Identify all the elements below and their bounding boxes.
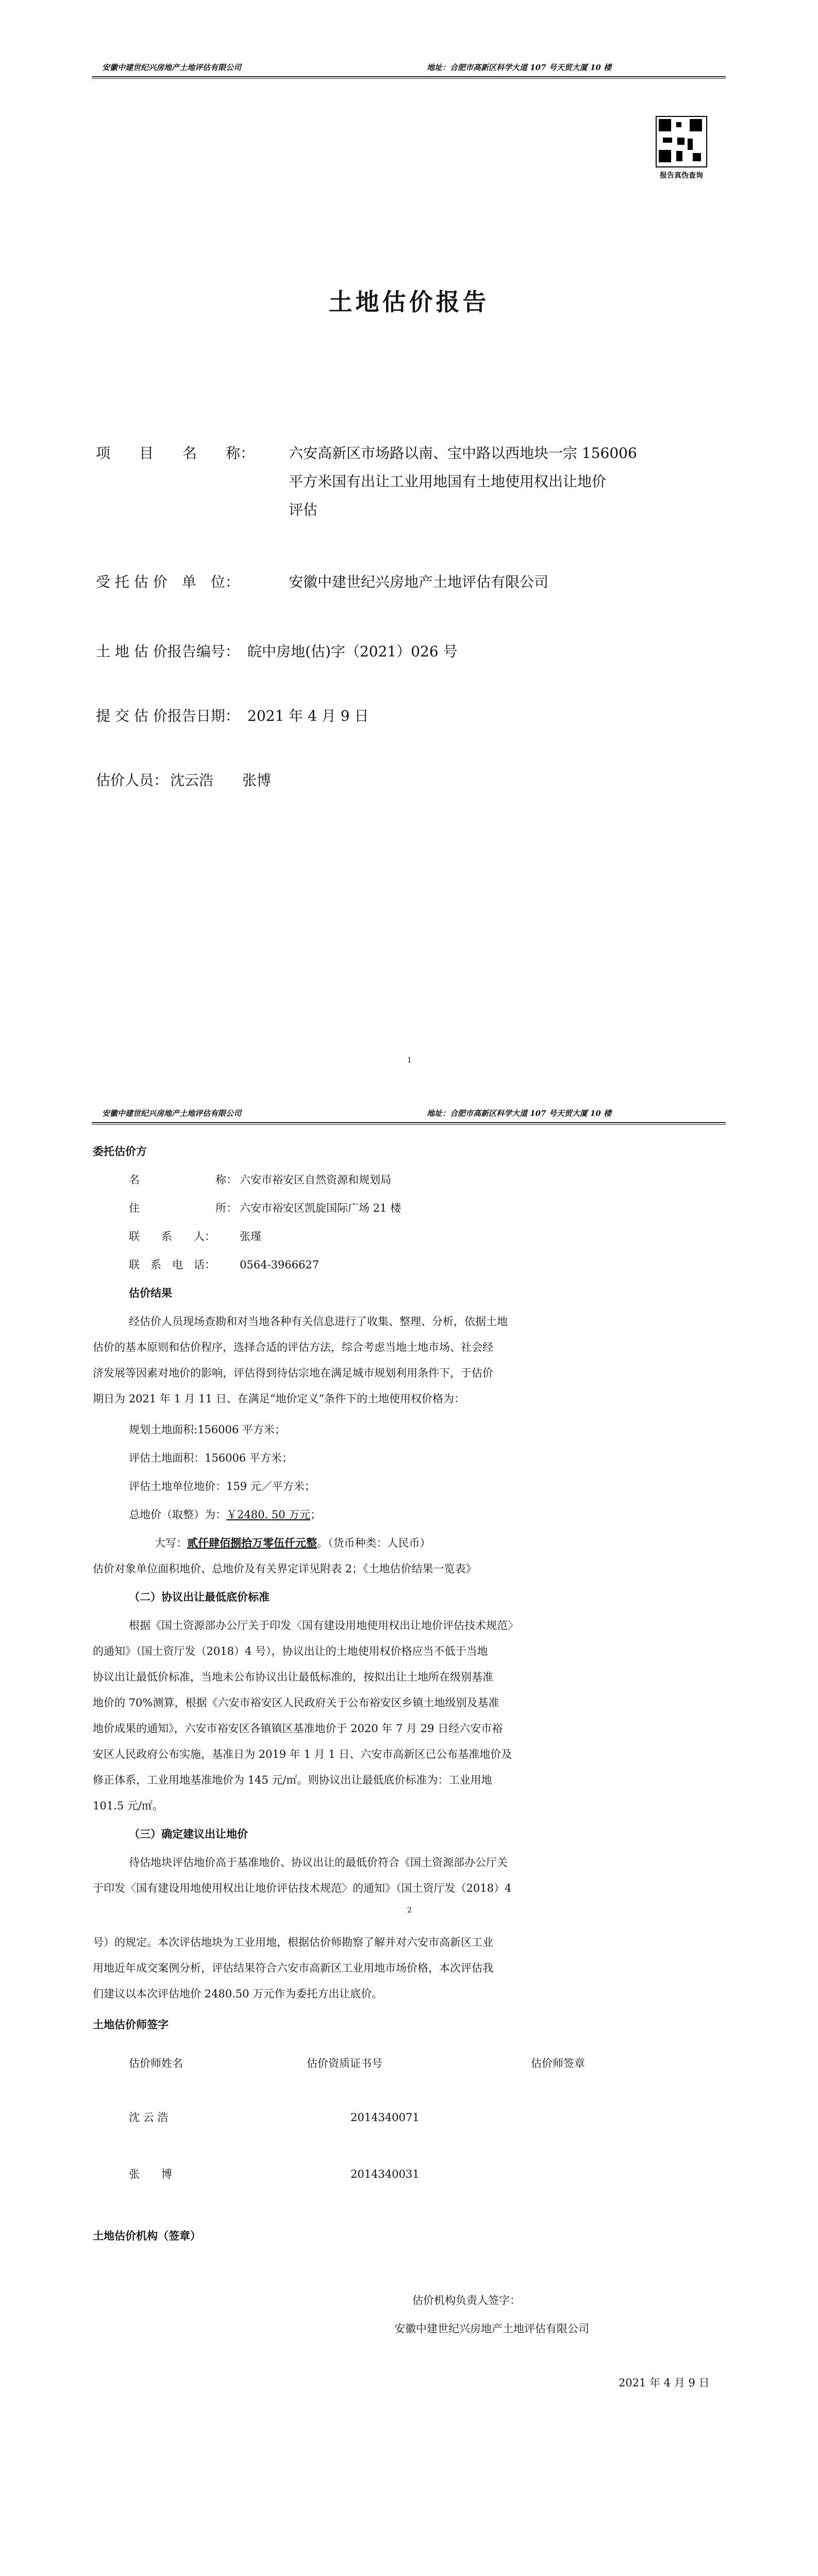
name-value: 六安市裕安区自然资源和规划局 xyxy=(240,1174,391,1186)
paragraph-line: 的通知》（国土资厅发（2018）4 号），协议出让的土地使用权价格应当不低于当地 xyxy=(93,1645,488,1657)
appraiser-name: 沈 云 浩 xyxy=(129,2111,169,2124)
section2-heading: （二）协议出让最低底价标准 xyxy=(129,1590,270,1603)
paragraph-line: 地价的 70%测算，根据《六安市裕安区人民政府关于公布裕安区乡镇土地级别及基准 xyxy=(93,1697,499,1709)
paragraph-line: 号）的规定。本次评估地块为工业用地，根据估价师勘察了解并对六安市高新区工业 xyxy=(93,1936,493,1948)
paragraph-line: 101.5 元/㎡。 xyxy=(93,1800,163,1812)
phone-value: 0564-3966627 xyxy=(240,1259,320,1271)
paragraph-line: 安区人民政府公布实施，基准日为 2019 年 1 月 1 日、六安市高新区已公布基准地价及 xyxy=(93,1748,512,1760)
appraiser-name: 张 博 xyxy=(129,2168,172,2180)
section3-heading: （三）确定建议出让地价 xyxy=(129,1827,248,1840)
total-price-end: ； xyxy=(310,1509,322,1521)
page-header xyxy=(92,57,726,77)
paragraph-line: 于印发〈国有建设用地使用权出让地价评估技术规范〉的通知》（国土资厅发（2018）4 xyxy=(93,1882,512,1894)
total-price-value: ￥2480. 50 万元 xyxy=(226,1509,311,1521)
sign-heading: 土地估价师签字 xyxy=(93,2018,169,2031)
org-heading: 土地估价机构（签章） xyxy=(93,2229,201,2242)
phone-label: 联 系 电 话： xyxy=(129,1259,215,1271)
page-number: 2 xyxy=(407,1906,412,1914)
header-address: 地址：合肥市高新区科学大道 107 号天贸大厦 10 楼 xyxy=(427,63,612,72)
result-note: 估价对象单位面积地价、总地价及有关界定详见附表 2；《土地估价结果一览表》 xyxy=(93,1563,477,1575)
paragraph-line: 待估地块评估地价高于基准地价、协议出让的最低价符合《国土资源部办公厅关 xyxy=(129,1856,508,1869)
header-company: 安徽中建世纪兴房地产土地评估有限公司 xyxy=(102,63,242,72)
address-value: 六安市裕安区凯旋国际广场 21 楼 xyxy=(240,1202,402,1214)
qr-label: 报告真伪查询 xyxy=(660,172,703,180)
capital-label: 大写： xyxy=(155,1537,187,1549)
paragraph-line: 修正体系，工业用地基准地价为 145 元/㎡。则协议出让最低底价标准为：工业用地 xyxy=(93,1774,492,1786)
report-no-value: 皖中房地(估)字（2021）026 号 xyxy=(247,643,458,660)
org-name: 安徽中建世纪兴房地产土地评估有限公司 xyxy=(394,2323,589,2335)
project-line: 六安高新区市场路以南、宝中路以西地块一宗 156006 xyxy=(289,445,637,462)
assessed-area: 评估土地面积：156006 平方米； xyxy=(129,1452,293,1464)
header-address: 地址：合肥市高新区科学大道 107 号天贸大厦 10 楼 xyxy=(427,1109,612,1118)
report-title: 土地估价报告 xyxy=(328,288,490,316)
paragraph-line: 根据《国土资源部办公厅关于印发〈国有建设用地使用权出让地价评估技术规范〉 xyxy=(129,1619,519,1632)
col-cert-no: 估价资质证书号 xyxy=(307,2057,382,2070)
col-appraiser-name: 估价师姓名 xyxy=(129,2057,183,2070)
total-price xyxy=(129,1504,321,1525)
qr-code-icon xyxy=(656,116,707,167)
responsible-person-label: 估价机构负责人签字： xyxy=(412,2294,521,2307)
appraisers-label: 估价人员： xyxy=(96,772,169,789)
result-heading: 估价结果 xyxy=(129,1286,172,1299)
paragraph-line: 经估价人员现场查勘和对当地各种有关信息进行了收集、整理、分析，依据土地 xyxy=(129,1315,508,1328)
project-line: 评估 xyxy=(289,501,318,518)
capital-amount xyxy=(155,1533,431,1553)
submit-date-value: 2021 年 4 月 9 日 xyxy=(247,707,369,724)
submit-date-label: 提 交 估 价报告日期： xyxy=(96,707,240,724)
paragraph-line: 协议出让最低价标准，当地未公布协议出让最低标准的，按拟出让土地所在级别基准 xyxy=(93,1671,493,1683)
capital-tail: 。（货币种类：人民币） xyxy=(317,1537,431,1549)
paragraph-line: 期日为 2021 年 1 月 11 日、在满足“地价定义”条件下的土地使用权价格为： xyxy=(93,1393,465,1405)
appraiser-cert: 2014340031 xyxy=(350,2168,420,2180)
paragraph-line: 济发展等因素对地价的影响，评估得到待估宗地在满足城市规划利用条件下，于估价 xyxy=(93,1367,493,1379)
capital-value: 贰仟肆佰捌拾万零伍仟元整 xyxy=(187,1536,317,1549)
col-seal: 估价师签章 xyxy=(531,2057,585,2070)
name-label: 名 称： xyxy=(129,1174,237,1186)
client-value: 安徽中建世纪兴房地产土地评估有限公司 xyxy=(289,573,549,590)
address-label: 住 所： xyxy=(129,1202,237,1214)
project-line: 平方米国有出让工业用地国有土地使用权出让地价 xyxy=(289,473,607,490)
paragraph-line: 地价成果的通知》，六安市裕安区各镇镇区基准地价于 2020 年 7 月 29 日经六安市裕 xyxy=(93,1722,503,1735)
contact-value: 张瑾 xyxy=(240,1230,261,1243)
report-no-label: 土 地 估 价报告编号： xyxy=(96,643,240,660)
planned-area: 规划土地面积:156006 平方米； xyxy=(129,1423,286,1436)
page-1 xyxy=(0,0,818,1077)
sign-date: 2021 年 4 月 9 日 xyxy=(619,2377,710,2389)
appraiser-cert: 2014340071 xyxy=(350,2111,420,2124)
paragraph-line: 们建议以本次评估地价 2480.50 万元作为委托方出让底价。 xyxy=(93,1988,383,2000)
unit-price: 评估土地单位地价：159 元／平方米； xyxy=(129,1480,315,1493)
header-company: 安徽中建世纪兴房地产土地评估有限公司 xyxy=(102,1109,242,1118)
paragraph-line: 估价的基本原则和估价程序，选择合适的评估方法，综合考虑当地土地市场、社会经 xyxy=(93,1341,493,1353)
contact-label: 联 系 人： xyxy=(129,1230,215,1243)
page-header xyxy=(92,1103,726,1123)
commissioner-heading: 委托估价方 xyxy=(93,1145,147,1158)
appraisers-value: 沈云浩 张博 xyxy=(170,772,272,789)
page-number: 1 xyxy=(407,1056,412,1064)
total-price-label: 总地价（取整）为： xyxy=(129,1509,226,1521)
project-label: 项 目 名 称： xyxy=(96,445,255,462)
paragraph-line: 用地近年成交案例分析，评估结果符合六安市高新区工业用地市场价格，本次评估我 xyxy=(93,1962,493,1974)
page-3 xyxy=(0,1927,818,2576)
client-label: 受 托 估 价 单 位： xyxy=(96,573,240,590)
